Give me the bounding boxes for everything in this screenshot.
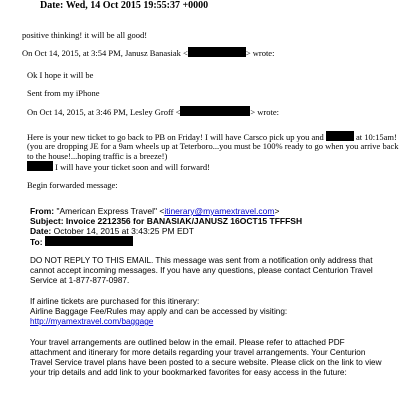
attribution-prefix: On Oct 14, 2015, at 3:54 PM, Janusz Banasiak < — [22, 48, 188, 58]
body-p2-l2: Airline Baggage Fee/Rules may apply and can be accessed by visiting: — [30, 307, 288, 316]
attribution-suffix: > wrote: — [245, 48, 275, 58]
attribution-prefix-2: On Oct 14, 2015, at 3:46 PM, Lesley Groff < — [27, 107, 181, 117]
redacted-email-2 — [180, 106, 250, 116]
redacted-name — [326, 131, 354, 141]
from-email-link[interactable]: itinerary@myamextravel.com — [164, 206, 275, 216]
subject-value: Invoice 2212356 for BANASIAK/JANUSZ 16OCT15 TFFFSH — [65, 216, 303, 226]
from-label: From: — [30, 206, 55, 216]
reply2-attribution — [27, 106, 279, 117]
date-value: Wed, 14 Oct 2015 19:55:37 +0000 — [65, 0, 209, 11]
body-p1-l1: DO NOT REPLY TO THIS EMAIL. This message was sent from a notification only address that — [30, 256, 373, 265]
message-line-4-text: I will have your ticket soon and will forward! — [55, 162, 210, 172]
date-label: Date: — [40, 0, 64, 11]
redacted-name-2 — [27, 161, 53, 171]
redacted-email-1 — [188, 47, 246, 57]
redacted-to — [45, 236, 133, 246]
body-p2-link-line — [30, 317, 153, 326]
message-line-4 — [27, 161, 210, 172]
forwarded-date — [30, 226, 194, 236]
reply1-body: positive thinking! it will be all good! — [22, 30, 148, 40]
forwarded-subject — [30, 216, 302, 226]
message-line-1b: at 10:15am! — [355, 132, 397, 142]
reply2-line1: Ok I hope it will be — [27, 70, 94, 80]
baggage-link[interactable]: http://myamextravel.com/baggage — [30, 317, 154, 326]
attribution-suffix-2: > wrote: — [250, 107, 280, 117]
body-p1-l3: Service at 1-877-877-0987. — [30, 276, 130, 285]
from-name: "American Express Travel" < — [56, 206, 165, 216]
from-close: > — [274, 206, 280, 216]
subject-label: Subject: — [30, 216, 64, 226]
body-p3-l4: your trip details and add link to your bookmarked favorites for easy access in the future: — [30, 368, 347, 377]
to-label: To: — [30, 237, 43, 247]
forwarded-to — [30, 236, 133, 247]
fwd-date-value: October 14, 2015 at 3:43:25 PM EDT — [53, 226, 194, 236]
reply2-line2: Sent from my iPhone — [27, 88, 100, 98]
forwarded-from — [30, 206, 279, 216]
reply1-attribution — [22, 47, 274, 58]
message-line-2: (you are dropping JE for a 9am wheels up at Teterboro...you must be 100% ready to go when you arrive back — [27, 141, 399, 151]
body-p1-l2: cannot accept incoming messages. If you have any questions, please contact Centurion Travel — [30, 266, 373, 275]
body-p3-l3: Travel Service travel plans have been posted to a secure website. Please click on the link to view — [30, 358, 382, 367]
message-line-1a: Here is your new ticket to go back to PB on Friday! I will have Carsco pick up you and — [27, 132, 324, 142]
message-line-3: to the house!...hoping traffic is a breeze!) — [27, 151, 168, 161]
body-p3-l1: Your travel arrangements are outlined below in the email. Please refer to attached PDF — [30, 338, 345, 347]
fwd-date-label: Date: — [30, 226, 52, 236]
body-p2-l1: If airline tickets are purchased for this itinerary: — [30, 297, 200, 306]
forward-label: Begin forwarded message: — [27, 180, 118, 190]
header-date — [40, 0, 208, 11]
body-p3-l2: attachment and itinerary for more details regarding your travel arrangements. Your Centurion — [30, 348, 366, 357]
